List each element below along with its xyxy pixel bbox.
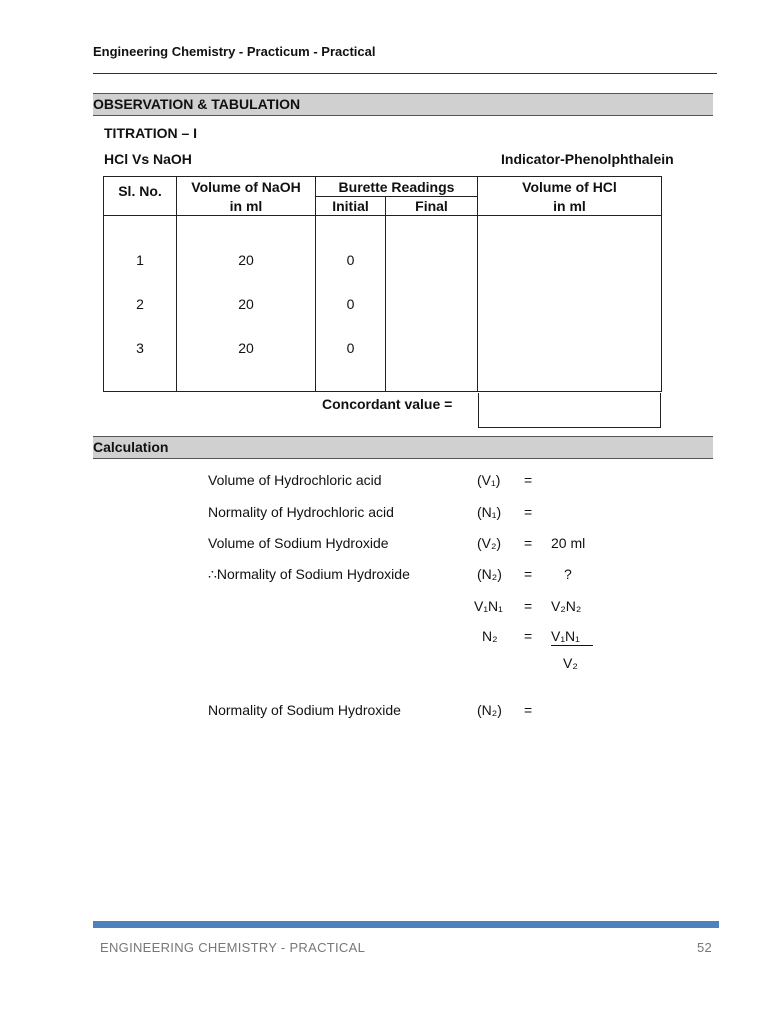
header-rule bbox=[93, 73, 717, 74]
final-column bbox=[386, 216, 478, 392]
calc-value-vol-naoh: 20 ml bbox=[551, 535, 586, 551]
vol-hcl-column bbox=[478, 216, 662, 392]
formula-equals: = bbox=[524, 598, 533, 614]
titration-subtitle: TITRATION – I bbox=[104, 125, 198, 141]
calc-equals: = bbox=[524, 504, 533, 520]
calc-label-norm-hcl: Normality of Hydrochloric acid bbox=[208, 504, 394, 520]
initial-cell: 0 bbox=[346, 340, 355, 356]
formula-right: V₂N₂ bbox=[551, 598, 582, 614]
calc-symbol-v2: (V₂) bbox=[477, 535, 502, 551]
sl-no-cell: 3 bbox=[136, 340, 144, 356]
calc-label-vol-naoh: Volume of Sodium Hydroxide bbox=[208, 535, 389, 551]
formula2-denominator: V₂ bbox=[563, 655, 578, 671]
observation-table bbox=[103, 176, 662, 392]
observation-section-title: OBSERVATION & TABULATION bbox=[93, 93, 713, 116]
sl-no-cell: 2 bbox=[136, 296, 144, 312]
calculation-section-title: Calculation bbox=[93, 436, 713, 459]
header-initial: Initial bbox=[316, 197, 386, 216]
calc-equals: = bbox=[524, 535, 533, 551]
calc-value-unknown: ? bbox=[564, 566, 572, 582]
final-equals: = bbox=[524, 702, 533, 718]
header-final: Final bbox=[386, 197, 478, 216]
header-vol-hcl-line2: in ml bbox=[478, 197, 662, 216]
header-sl-no: Sl. No. bbox=[104, 177, 177, 216]
final-symbol-n2: (N₂) bbox=[477, 702, 502, 718]
formula2-equals: = bbox=[524, 628, 533, 644]
calc-label-norm-naoh: ∴Normality of Sodium Hydroxide bbox=[208, 566, 410, 582]
vol-naoh-cell: 20 bbox=[238, 296, 254, 312]
vol-naoh-column bbox=[177, 216, 316, 392]
footer-title: ENGINEERING CHEMISTRY - PRACTICAL bbox=[100, 940, 366, 955]
calc-label-vol-hcl: Volume of Hydrochloric acid bbox=[208, 472, 382, 488]
header-vol-naoh-line2: in ml bbox=[177, 197, 316, 216]
formula2-numerator: V₁N₁ bbox=[551, 628, 593, 646]
table-body-row bbox=[104, 216, 662, 392]
header-burette-readings: Burette Readings bbox=[316, 177, 478, 197]
calc-symbol-n2: (N₂) bbox=[477, 566, 502, 582]
page-number: 52 bbox=[697, 940, 713, 955]
calc-equals: = bbox=[524, 566, 533, 582]
formula-left: V₁N₁ bbox=[474, 598, 503, 614]
formula2-left: N₂ bbox=[482, 628, 498, 644]
sl-no-cell: 1 bbox=[136, 252, 144, 268]
final-label-norm-naoh: Normality of Sodium Hydroxide bbox=[208, 702, 401, 718]
initial-cell: 0 bbox=[346, 252, 355, 268]
header-vol-naoh-line1: Volume of NaOH bbox=[177, 177, 316, 197]
indicator-label: Indicator-Phenolphthalein bbox=[501, 151, 674, 167]
calc-equals: = bbox=[524, 472, 533, 488]
vol-naoh-cell: 20 bbox=[238, 252, 254, 268]
concordant-value-label: Concordant value = bbox=[322, 396, 453, 412]
vol-naoh-cell: 20 bbox=[238, 340, 254, 356]
concordant-value-box bbox=[478, 393, 661, 428]
initial-cell: 0 bbox=[346, 296, 355, 312]
reaction-label: HCl Vs NaOH bbox=[104, 151, 192, 167]
calc-symbol-v1: (V₁) bbox=[477, 472, 501, 488]
calc-symbol-n1: (N₁) bbox=[477, 504, 502, 520]
initial-column bbox=[316, 216, 386, 392]
footer-bar bbox=[93, 921, 719, 928]
sl-no-column bbox=[104, 216, 177, 392]
header-vol-hcl-line1: Volume of HCl bbox=[478, 177, 662, 197]
document-header-title: Engineering Chemistry - Practicum - Practical bbox=[93, 44, 376, 59]
